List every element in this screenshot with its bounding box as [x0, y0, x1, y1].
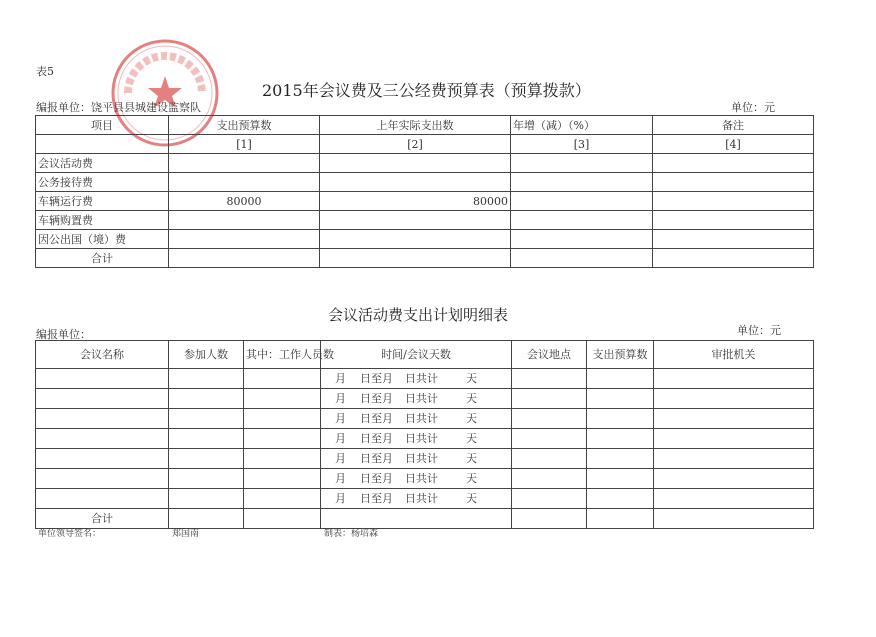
date-to-label: 日至月 — [360, 451, 393, 465]
change-cell — [511, 211, 653, 230]
item-cell: 车辆运行费 — [36, 192, 169, 211]
header-meeting-name: 会议名称 — [36, 341, 169, 369]
empty-cell — [169, 469, 244, 489]
empty-cell — [512, 509, 587, 529]
empty-cell — [512, 409, 587, 429]
date-to-label: 日至月 — [360, 491, 393, 505]
org-label-2: 编报单位： — [36, 328, 91, 341]
leader-name: 郑国南 — [172, 529, 200, 539]
empty-cell — [169, 429, 244, 449]
date-total-label: 日共计 — [405, 411, 438, 425]
total-row — [36, 509, 814, 529]
date-range-cell — [321, 489, 512, 509]
empty-cell — [169, 449, 244, 469]
last-year-cell — [320, 230, 511, 249]
note-cell — [653, 192, 814, 211]
table-row — [36, 489, 814, 509]
total-label: 合计 — [36, 509, 169, 529]
note-cell — [653, 173, 814, 192]
empty-cell — [36, 489, 169, 509]
empty-cell — [169, 369, 244, 389]
table-row — [36, 409, 814, 429]
date-to-label: 日至月 — [360, 411, 393, 425]
date-total-label: 日共计 — [405, 491, 438, 505]
header-participants: 参加人数 — [169, 341, 244, 369]
budget-cell — [169, 230, 320, 249]
date-total-label: 日共计 — [405, 371, 438, 385]
date-to-label: 日至月 — [360, 471, 393, 485]
date-range-cell — [321, 429, 512, 449]
note-cell — [653, 211, 814, 230]
empty-cell — [244, 369, 321, 389]
date-range-cell — [321, 409, 512, 429]
empty-cell — [512, 429, 587, 449]
empty-cell — [244, 429, 321, 449]
table-label: 表5 — [36, 65, 54, 78]
item-cell: 因公出国（境）费 — [36, 230, 169, 249]
empty-cell — [244, 489, 321, 509]
last-year-cell — [320, 173, 511, 192]
table-row — [36, 429, 814, 449]
date-month-label: 月 — [335, 411, 346, 425]
date-total-label: 日共计 — [405, 451, 438, 465]
empty-cell — [654, 509, 814, 529]
last-year-cell — [320, 211, 511, 230]
empty-cell — [169, 489, 244, 509]
maker-label: 制表：杨培森 — [324, 529, 379, 539]
empty-cell — [512, 469, 587, 489]
date-to-label: 日至月 — [360, 431, 393, 445]
section-title: 会议活动费支出计划明细表 — [328, 306, 509, 324]
empty-cell — [587, 389, 654, 409]
budget-cell: 80000 — [169, 192, 320, 211]
date-total-label: 日共计 — [405, 391, 438, 405]
empty-cell — [587, 409, 654, 429]
empty-cell — [587, 369, 654, 389]
last-year-cell: 80000 — [320, 192, 511, 211]
page-title: 2015年会议费及三公经费预算表（预算拨款） — [262, 81, 591, 100]
budget-cell — [169, 249, 320, 268]
item-cell: 车辆购置费 — [36, 211, 169, 230]
empty-cell — [654, 489, 814, 509]
unit-label: 单位：元 — [731, 101, 775, 114]
date-total-label: 日共计 — [405, 431, 438, 445]
budget-table — [35, 115, 814, 268]
budget-cell — [169, 154, 320, 173]
date-range-cell — [321, 389, 512, 409]
empty-cell — [169, 389, 244, 409]
index-cell: [4] — [653, 135, 814, 154]
note-cell — [653, 249, 814, 268]
empty-cell — [587, 429, 654, 449]
date-to-label: 日至月 — [360, 371, 393, 385]
header-item: 项目 — [36, 116, 169, 135]
last-year-cell — [320, 249, 511, 268]
item-cell: 合计 — [36, 249, 169, 268]
empty-cell — [512, 489, 587, 509]
org-label: 编报单位：饶平县县城建设监察队 — [36, 101, 201, 114]
table-row — [36, 192, 814, 211]
empty-cell — [512, 369, 587, 389]
empty-cell — [587, 469, 654, 489]
date-month-label: 月 — [335, 431, 346, 445]
date-month-label: 月 — [335, 371, 346, 385]
empty-cell — [36, 449, 169, 469]
table-row — [36, 449, 814, 469]
index-cell — [36, 135, 169, 154]
header-note: 备注 — [653, 116, 814, 135]
change-cell — [511, 173, 653, 192]
empty-cell — [244, 449, 321, 469]
table-row — [36, 154, 814, 173]
empty-cell — [244, 389, 321, 409]
date-days-label: 天 — [466, 471, 477, 485]
empty-cell — [654, 429, 814, 449]
empty-cell — [654, 369, 814, 389]
table-row — [36, 389, 814, 409]
change-cell — [511, 192, 653, 211]
last-year-cell — [320, 154, 511, 173]
empty-cell — [654, 389, 814, 409]
date-days-label: 天 — [466, 431, 477, 445]
change-cell — [511, 154, 653, 173]
index-cell: [3] — [511, 135, 653, 154]
item-cell: 会议活动费 — [36, 154, 169, 173]
change-cell — [511, 230, 653, 249]
empty-cell — [244, 469, 321, 489]
header-approval: 审批机关 — [654, 341, 814, 369]
date-days-label: 天 — [466, 391, 477, 405]
empty-cell — [244, 409, 321, 429]
date-range-cell — [321, 469, 512, 489]
note-cell — [653, 154, 814, 173]
index-row — [36, 135, 814, 154]
change-cell — [511, 249, 653, 268]
date-month-label: 月 — [335, 471, 346, 485]
empty-cell — [36, 469, 169, 489]
date-month-label: 月 — [335, 491, 346, 505]
header-change: 年增（减）（%） — [511, 116, 653, 135]
header-budget: 支出预算数 — [587, 341, 654, 369]
budget-cell — [169, 211, 320, 230]
empty-cell — [169, 409, 244, 429]
table-header-row — [36, 116, 814, 135]
total-row — [36, 249, 814, 268]
empty-cell — [587, 509, 654, 529]
header-staff-count: 其中：工作人员数 — [244, 341, 321, 369]
date-month-label: 月 — [335, 451, 346, 465]
table-row — [36, 173, 814, 192]
empty-cell — [654, 469, 814, 489]
date-days-label: 天 — [466, 451, 477, 465]
unit-label-2: 单位：元 — [737, 324, 781, 337]
index-cell: [1] — [169, 135, 320, 154]
header-budget: 支出预算数 — [169, 116, 320, 135]
header-time-days: 时间/会议天数 — [321, 341, 512, 369]
table-row — [36, 469, 814, 489]
item-cell: 公务接待费 — [36, 173, 169, 192]
date-to-label: 日至月 — [360, 391, 393, 405]
header-location: 会议地点 — [512, 341, 587, 369]
empty-cell — [512, 389, 587, 409]
note-cell — [653, 230, 814, 249]
leader-signature-label: 单位领导签名： — [38, 529, 102, 539]
budget-cell — [169, 173, 320, 192]
date-range-cell — [321, 449, 512, 469]
empty-cell — [244, 509, 321, 529]
date-days-label: 天 — [466, 491, 477, 505]
date-days-label: 天 — [466, 371, 477, 385]
index-cell: [2] — [320, 135, 511, 154]
table-row — [36, 230, 814, 249]
table-row — [36, 369, 814, 389]
empty-cell — [654, 409, 814, 429]
meeting-plan-table — [35, 340, 814, 529]
date-days-label: 天 — [466, 411, 477, 425]
empty-cell — [587, 489, 654, 509]
empty-cell — [512, 449, 587, 469]
table-row — [36, 211, 814, 230]
empty-cell — [36, 429, 169, 449]
date-range-cell — [321, 369, 512, 389]
empty-cell — [587, 449, 654, 469]
empty-cell — [36, 369, 169, 389]
empty-cell — [36, 409, 169, 429]
header-last-year: 上年实际支出数 — [320, 116, 511, 135]
empty-cell — [654, 449, 814, 469]
date-month-label: 月 — [335, 391, 346, 405]
empty-cell — [36, 389, 169, 409]
table-header-row — [36, 341, 814, 369]
date-total-label: 日共计 — [405, 471, 438, 485]
